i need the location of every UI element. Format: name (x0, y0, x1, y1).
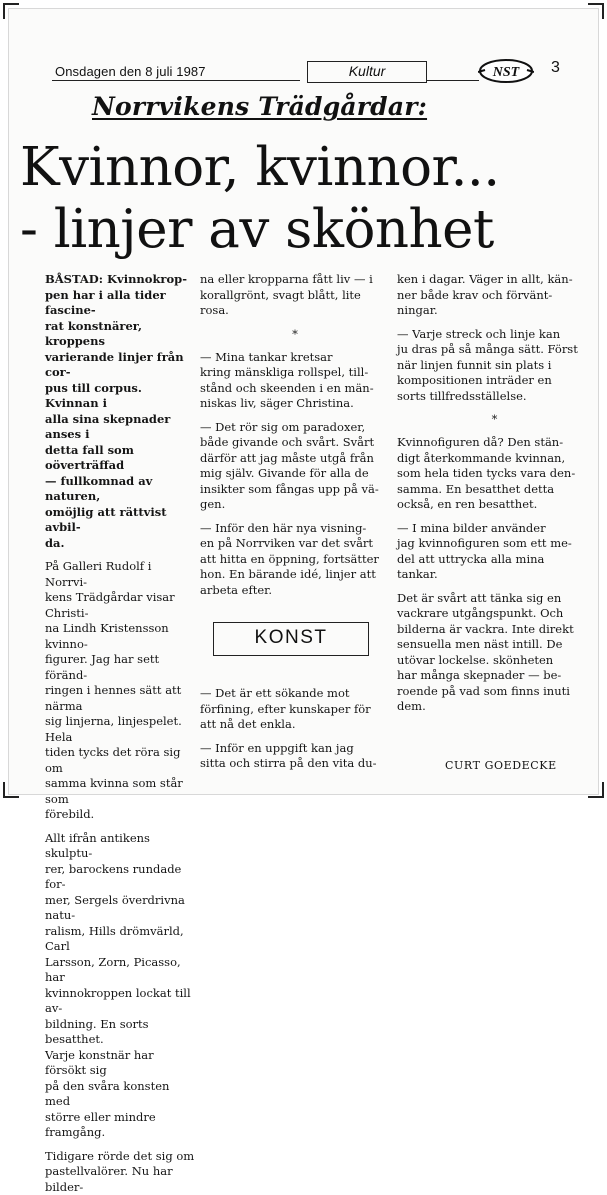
text-line: ringen i hennes sätt att närma (45, 683, 182, 713)
text-line: som hela tiden tycks vara den- (397, 466, 576, 480)
article-kicker: Norrvikens Trädgårdar: (92, 92, 428, 121)
text-line: tankar. (397, 567, 438, 581)
text-line: när linjen funnit sin plats i (397, 357, 552, 372)
paragraph-gap (45, 551, 195, 559)
crop-mark-top-right (588, 3, 604, 19)
text-line: sensuella men näst intill. De (397, 637, 563, 651)
text-line: bildning. En sorts besatthet. (45, 1016, 149, 1046)
text-line: — Inför den här nya visning- (200, 520, 367, 535)
text-line: figurer. Jag har sett föränd- (45, 652, 160, 682)
konst-label-box: KONST (213, 622, 369, 656)
text-line: hon. En bärande idé, linjer att (200, 567, 376, 581)
text-line: kring mänskliga rollspel, till- (200, 365, 369, 379)
article-column-3 (397, 272, 592, 715)
text-line: niskas liv, säger Christina. (200, 396, 354, 410)
text-line: sig linjerna, linjespelet. Hela (45, 714, 182, 744)
text-line: digt återkommande kvinnan, (397, 450, 566, 465)
text-line: da. (45, 535, 65, 550)
nst-logo (478, 58, 534, 84)
text-line: BÅSTAD: Kvinnokrop- (45, 272, 187, 286)
text-line: pastellvalörer. Nu har bilder- (45, 1164, 173, 1194)
text-line: rer, barockens rundade for- (45, 861, 182, 891)
text-line: bilderna är vackra. Inte direkt (397, 621, 574, 636)
text-line: utövar lockelse. skönheten (397, 652, 554, 667)
text-line: mig själv. Givande för alla de (200, 466, 369, 480)
text-line: samma. En besatthet detta (397, 481, 555, 496)
header-rule-left (52, 80, 300, 81)
paragraph-gap (200, 342, 390, 350)
text-line: — Det rör sig om paradoxer, (200, 419, 366, 434)
headline-line-2: - linjer av skönhet (20, 199, 494, 260)
page-number: 3 (551, 59, 560, 76)
text-line: På Galleri Rudolf i Norrvi- (45, 559, 152, 589)
text-line: rat konstnärer, kroppens (45, 318, 143, 348)
text-line: — Det är ett sökande mot (200, 686, 350, 700)
text-line: därför att jag måste utgå från (200, 450, 374, 465)
text-line: samma kvinna som står som (45, 776, 183, 806)
paragraph-gap (200, 412, 390, 420)
text-line: omöjlig att rättvist avbil- (45, 504, 167, 534)
text-line: varierande linjer från cor- (45, 349, 184, 379)
paragraph-gap (397, 404, 592, 412)
text-line: — Varje streck och linje kan (397, 326, 561, 341)
headline-line-1: Kvinnor, kvinnor... (20, 137, 500, 198)
paragraph-gap (397, 513, 592, 521)
section-label: Kultur (307, 61, 427, 83)
paragraph-gap (397, 319, 592, 327)
paragraph-gap (200, 513, 390, 521)
text-line: har många skepnader — be- (397, 668, 562, 682)
text-line: på den svåra konsten med (45, 1078, 170, 1108)
crop-mark-bottom-right (588, 782, 604, 798)
issue-date: Onsdagen den 8 juli 1987 (55, 64, 206, 79)
text-line: — fullkomnad av naturen, (45, 473, 153, 503)
text-line: kens Trädgårdar visar Christi- (45, 590, 175, 620)
text-line: dem. (397, 699, 426, 713)
text-line: Kvinnofiguren då? Den stän- (397, 435, 564, 449)
text-line: förfining, efter kunskaper för (200, 701, 371, 716)
paragraph-gap (200, 733, 390, 741)
text-line: pen har i alla tider fascine- (45, 287, 166, 317)
crop-mark-top-left (3, 3, 19, 19)
text-line: kompositionen inträder en (397, 373, 552, 387)
text-line: insikter som fångas upp på vä- (200, 481, 379, 496)
paragraph-gap (200, 319, 390, 327)
article-column-1 (45, 272, 195, 1195)
text-line: korallgrönt, svagt blått, lite (200, 287, 361, 302)
text-line: att hitta en öppning, fortsätter (200, 551, 379, 566)
text-line: Tidigare rörde det sig om (45, 1148, 195, 1163)
text-line: na Lindh Kristensson kvinno- (45, 621, 169, 651)
text-line: både givande och svårt. Svårt (200, 435, 375, 449)
text-line: arbeta efter. (200, 582, 273, 597)
text-line: sorts tillfredsställelse. (397, 388, 527, 403)
paragraph-gap (397, 427, 592, 435)
paragraph-gap (45, 823, 195, 831)
text-line: större eller mindre framgång. (45, 1109, 156, 1139)
text-line: — I mina bilder använder (397, 520, 546, 535)
text-line: detta fall som oöverträffad (45, 442, 134, 472)
text-line: också, en ren besatthet. (397, 497, 538, 511)
section-divider-star: * (491, 412, 498, 426)
text-line: tiden tycks det röra sig om (45, 745, 181, 775)
text-line: Allt ifrån antikens skulptu- (45, 830, 150, 860)
text-line: ralism, Hills drömvärld, Carl (45, 923, 184, 953)
text-line: ningar. (397, 303, 438, 317)
section-divider-star: * (292, 326, 298, 341)
text-line: ju dras på så många sätt. Först (397, 342, 578, 356)
byline: CURT GOEDECKE (445, 759, 557, 772)
text-line: förebild. (45, 807, 95, 821)
crop-mark-bottom-left (3, 782, 19, 798)
text-line: na eller kropparna fått liv — i (200, 272, 373, 286)
text-line: alla sina skepnader anses i (45, 411, 171, 441)
text-line: vackrare utgångspunkt. Och (397, 606, 564, 620)
text-line: stånd och skeenden i en män- (200, 380, 374, 395)
text-line: — Inför en uppgift kan jag (200, 740, 354, 755)
paragraph-gap (45, 1141, 195, 1149)
text-line: Det är svårt att tänka sig en (397, 590, 562, 605)
text-line: pus till corpus. Kvinnan i (45, 380, 142, 410)
svg-text:NST: NST (492, 65, 520, 80)
text-line: jag kvinnofiguren som ett me- (397, 536, 572, 550)
article-column-2-lower (200, 686, 390, 772)
text-line: att nå det enkla. (200, 717, 296, 731)
text-line: sitta och stirra på den vita du- (200, 756, 377, 770)
text-line: ner både krav och förvänt- (397, 287, 553, 302)
text-line: rosa. (200, 303, 229, 317)
header-rule-right (427, 80, 479, 81)
text-line: del att uttrycka alla mina (397, 551, 545, 566)
text-line: en på Norrviken var det svårt (200, 536, 374, 550)
text-line: Varje konstnär har försökt sig (45, 1047, 154, 1077)
text-line: Larsson, Zorn, Picasso, har (45, 954, 181, 984)
paragraph-gap (397, 583, 592, 591)
text-line: kvinnokroppen lockat till av- (45, 985, 191, 1015)
text-line: roende på vad som finns inuti (397, 683, 570, 698)
text-line: gen. (200, 497, 226, 511)
text-line: mer, Sergels överdrivna natu- (45, 892, 185, 922)
text-line: — Mina tankar kretsar (200, 349, 333, 364)
text-line: ken i dagar. Väger in allt, kän- (397, 272, 573, 286)
article-column-2 (200, 272, 390, 598)
